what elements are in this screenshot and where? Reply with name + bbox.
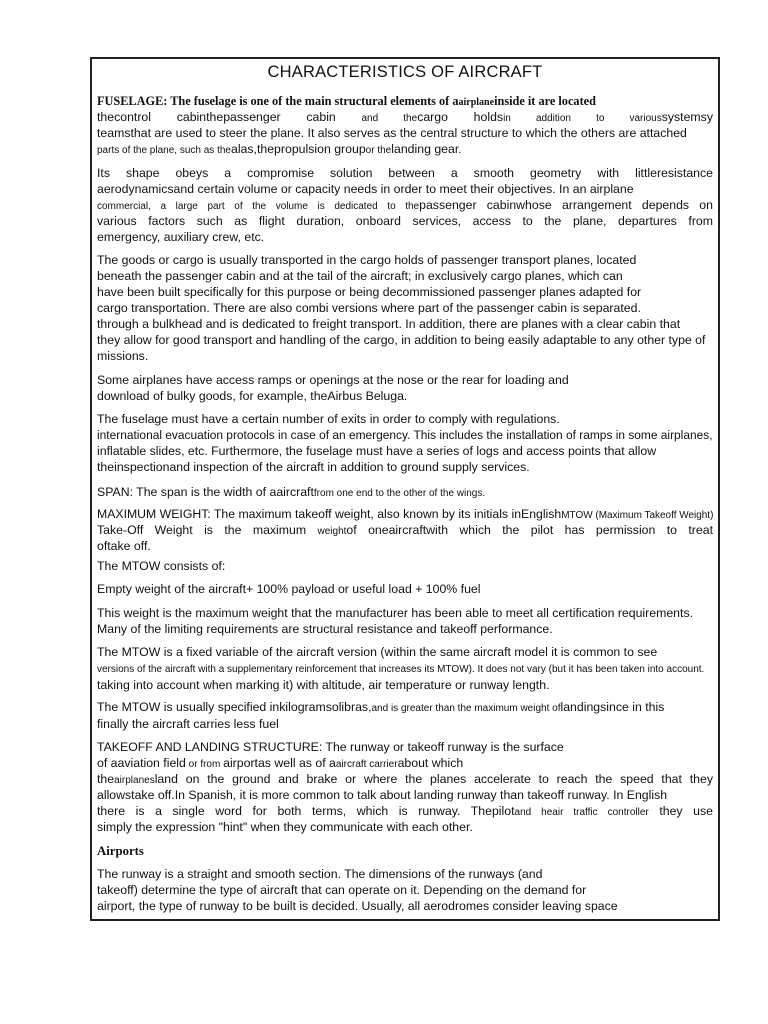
text-line (97, 558, 225, 574)
text-segment: simply the expression "hint" when they communicate with each other. (97, 820, 473, 834)
text-segment: finally the aircraft carries less fuel (97, 717, 279, 731)
text-line (97, 866, 542, 882)
text-segment: have been built specifically for this purpose or being decommissioned passenger planes adapted for (97, 285, 642, 299)
text-segment: or the (365, 145, 392, 156)
text-segment: Many of the limiting requirements are structural resistance and takeoff performance. (97, 622, 553, 636)
text-line (97, 538, 151, 554)
text-segment: landingsince in this (560, 700, 665, 714)
text-segment: alas,thepropulsion group (230, 142, 366, 156)
text-segment: a (452, 94, 459, 108)
text-segment: The MTOW consists of: (97, 559, 226, 573)
text-line (97, 716, 279, 732)
text-line (97, 644, 657, 660)
text-line (97, 660, 704, 678)
text-segment: about which (397, 756, 464, 770)
text-segment: airportas well as of a (223, 756, 336, 770)
text-line (97, 213, 713, 229)
text-line (97, 427, 713, 443)
text-segment: versions of the aircraft with a supplementary reinforcement that increases its MTOW). It does not vary (but it has been taken into account. (97, 664, 705, 675)
text-segment: download of bulky goods, for example, theAirbus Beluga. (97, 389, 408, 403)
text-segment: theinspectionand inspection of the aircraft in addition to ground supply services. (97, 460, 530, 474)
text-segment: aerodynamicsand certain volume or capacity needs in order to meet their objectives. In an airplane (97, 182, 634, 196)
text-segment: and the (361, 113, 418, 124)
text-line (97, 388, 407, 404)
text-segment: through a bulkhead and is dedicated to freight transport. In addition, there are planes with a clear cabin that (97, 317, 681, 331)
text-segment: they allow for good transport and handling of the cargo, in addition to being easily adaptable to any other type of (97, 333, 706, 347)
text-line (97, 677, 549, 693)
text-segment: The MTOW is usually specified inkilogramsolibras, (97, 700, 372, 714)
text-line (97, 621, 553, 637)
text-segment: missions. (97, 349, 149, 363)
text-segment: Take-Off Weight is the maximum (97, 523, 318, 537)
document-title: CHARACTERISTICS OF AIRCRAFT (267, 63, 543, 81)
text-line (97, 372, 569, 388)
text-segment: oftake off. (97, 539, 151, 553)
text-segment: TAKEOFF AND LANDING STRUCTURE: The runway or takeoff runway is the surface (97, 740, 564, 754)
text-line (97, 484, 485, 502)
text-segment: The runway is a straight and smooth section. The dimensions of the runways (and (97, 867, 543, 881)
text-segment: the (97, 772, 115, 786)
text-segment: thecontrol cabinthepassenger cabin (97, 110, 362, 124)
text-line (97, 819, 473, 835)
text-segment: emergency, auxiliary crew, etc. (97, 230, 265, 244)
text-segment: and heair traffic controller (514, 807, 649, 818)
text-segment: they use (648, 804, 713, 818)
text-line (97, 581, 481, 597)
text-line (97, 284, 641, 300)
text-segment: weight (317, 526, 347, 537)
text-segment: cargo transportation. There are also combi versions where part of the passenger cabin is separated. (97, 301, 641, 315)
text-segment: The MTOW is a fixed variable of the aircraft version (within the same aircraft model it is common to see (97, 645, 658, 659)
text-line (97, 699, 664, 717)
text-segment: MTOW (Maximum Takeoff Weight) (561, 510, 714, 521)
text-segment: cargo holds (417, 110, 504, 124)
text-line (97, 882, 586, 898)
text-line (97, 443, 656, 459)
text-line (97, 181, 634, 197)
text-segment: inflatable slides, etc. Furthermore, the fuselage must have a series of logs and access points that allow (97, 444, 657, 458)
text-line (97, 316, 680, 332)
text-line (97, 125, 687, 141)
text-segment: systemsy (661, 110, 713, 124)
text-line (97, 252, 636, 268)
text-segment: MAXIMUM WEIGHT: The maximum takeoff weight, also known by its initials inEnglish (97, 507, 562, 521)
text-segment: airport, the type of runway to be built is decided. Usually, all aerodromes consider leaving space (97, 899, 618, 913)
text-segment: parts of the plane, such as the (97, 145, 231, 156)
text-segment: SPAN: The span is the width of aaircraft (97, 485, 314, 499)
text-segment: commercial, a large part of the volume is dedicated to the (97, 201, 420, 212)
text-segment: teamsthat are used to steer the plane. It also serves as the central structure to which the others are attached (97, 126, 687, 140)
text-line (97, 739, 564, 755)
text-segment: Airports (97, 844, 144, 858)
text-segment: various factors such as flight duration, onboard services, access to the plane, departures from (97, 214, 713, 228)
text-segment: inside it are located (494, 94, 596, 108)
text-segment: international evacuation protocols in case of an emergency. This includes the installation of ramps in some airplanes, (97, 428, 713, 442)
section-heading (97, 843, 144, 859)
text-segment: Some airplanes have access ramps or openings at the nose or the rear for loading and (97, 373, 569, 387)
text-segment: taking into account when marking it) with altitude, air temperature or runway length. (97, 678, 550, 692)
text-line (97, 332, 705, 348)
text-line (97, 268, 623, 284)
text-line (97, 411, 560, 427)
text-segment: beneath the passenger cabin and at the tail of the aircraft; in exclusively cargo planes, which can (97, 269, 623, 283)
text-segment: from one end to the other of the wings. (313, 488, 486, 499)
text-segment: takeoff) determine the type of aircraft that can operate on it. Depending on the demand for (97, 883, 587, 897)
text-segment: and is greater than the maximum weight of (371, 703, 561, 714)
text-line (97, 522, 713, 540)
text-line (97, 787, 667, 803)
text-segment: The goods or cargo is usually transported in the cargo holds of passenger transport planes, located (97, 253, 637, 267)
text-segment: This weight is the maximum weight that the manufacturer has been able to meet all certification requirements. (97, 606, 694, 620)
text-segment: of oneaircraftwith which the pilot has permission to treat (346, 523, 713, 537)
text-line (97, 605, 693, 621)
text-segment: allowstake off.In Spanish, it is more common to talk about landing runway than takeoff runway. In English (97, 788, 668, 802)
text-segment: Empty weight of the aircraft+ 100% payload or useful load + 100% fuel (97, 582, 481, 596)
text-segment: FUSELAGE: The fuselage is one of the main structural elements of (97, 94, 453, 108)
text-segment: landing gear. (391, 142, 462, 156)
text-line (97, 459, 530, 475)
text-segment: land on the ground and brake or where the planes accelerate to reach the speed that they (154, 772, 713, 786)
text-line (97, 300, 641, 316)
text-segment: or from (185, 759, 224, 770)
text-line (97, 348, 148, 364)
text-line (97, 141, 462, 159)
text-segment: airplanes (114, 775, 155, 786)
text-line (97, 165, 713, 181)
text-segment: Its shape obeys a compromise solution between a smooth geometry with littleresistance (97, 166, 713, 180)
text-line (97, 229, 264, 245)
text-segment: there is a single word for both terms, which is runway. Thepilot (97, 804, 515, 818)
document-frame (90, 57, 720, 921)
text-line (97, 898, 618, 914)
text-segment: of aaviation field (97, 756, 186, 770)
text-segment: airplane (458, 97, 495, 108)
text-segment: passenger cabinwhose arrangement depends on (419, 198, 713, 212)
text-segment: The fuselage must have a certain number of exits in order to comply with regulations. (97, 412, 560, 426)
text-segment: aircraft carrier (335, 759, 398, 770)
text-segment: in addition to various (503, 113, 662, 124)
